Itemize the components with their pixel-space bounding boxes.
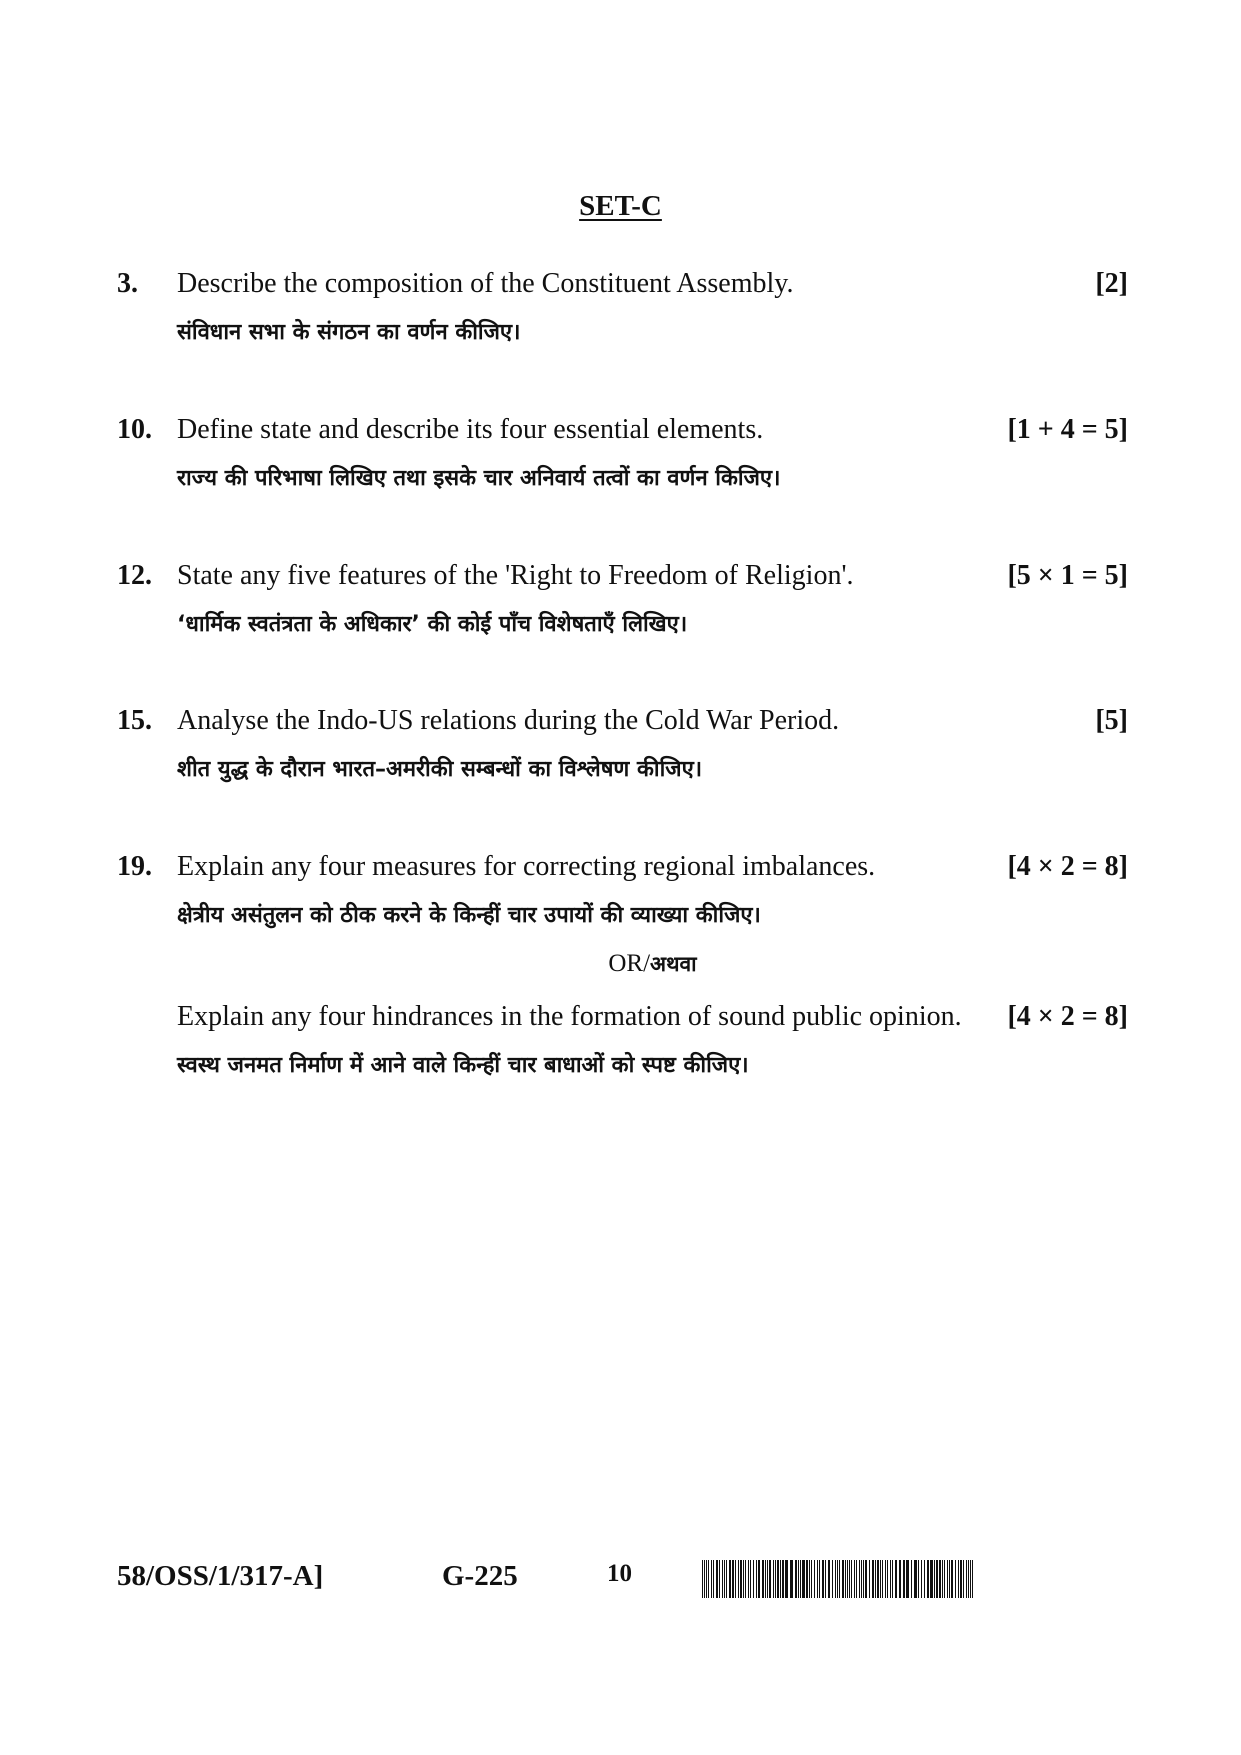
- barcode-icon: [702, 1560, 974, 1598]
- question-text-english: Explain any four measures for correcting regional imbalances.: [177, 851, 876, 882]
- question-text-english: Describe the composition of the Constituent Assembly.: [177, 268, 794, 299]
- question-12: [117, 556, 1128, 642]
- page-number: 10: [607, 1560, 632, 1587]
- question-text-english: State any five features of the 'Right to Freedom of Religion'.: [177, 560, 854, 591]
- question-line: [117, 556, 1128, 596]
- question-number: 3.: [117, 268, 138, 299]
- question-number: 12.: [117, 560, 152, 591]
- question-19: [117, 847, 1128, 1083]
- question-line: [117, 847, 1128, 887]
- question-line: [117, 264, 1128, 304]
- alternative-question-marks: [4 × 2 = 8]: [1007, 1001, 1128, 1032]
- question-text-hindi: ‘धार्मिक स्वतंत्रता के अधिकार’ की कोई पाँच विशेषताएँ लिखिए।: [177, 612, 688, 637]
- or-hindi: अथवा: [650, 952, 697, 976]
- question-line: [117, 701, 1128, 741]
- question-text-english: Define state and describe its four essential elements.: [177, 414, 764, 445]
- set-title: SET-C: [579, 190, 662, 222]
- question-text-hindi: राज्य की परिभाषा लिखिए तथा इसके चार अनिवार्य तत्वों का वर्णन किजिए।: [177, 466, 781, 491]
- alternative-question-text-english: Explain any four hindrances in the formation of sound public opinion.: [177, 1001, 962, 1032]
- question-text-english: Analyse the Indo-US relations during the Cold War Period.: [177, 705, 840, 736]
- question-marks: [5 × 1 = 5]: [1007, 560, 1128, 591]
- question-line: [117, 410, 1128, 450]
- paper-series: G-225: [442, 1560, 518, 1592]
- question-text-hindi: संविधान सभा के संगठन का वर्णन कीजिए।: [177, 320, 521, 345]
- question-marks: [5]: [1095, 705, 1128, 736]
- question-number: 15.: [117, 705, 152, 736]
- question-marks: [4 × 2 = 8]: [1007, 851, 1128, 882]
- or-separator: [177, 945, 1128, 983]
- or-english: OR/: [608, 950, 651, 977]
- question-3: [117, 264, 1128, 350]
- question-number: 10.: [117, 414, 152, 445]
- question-15: [117, 701, 1128, 787]
- alternative-question-line: [117, 997, 1128, 1037]
- question-text-hindi: शीत युद्ध के दौरान भारत–अमरीकी सम्बन्धों का विश्लेषण कीजिए।: [177, 757, 703, 782]
- alternative-question-text-hindi: स्वस्थ जनमत निर्माण में आने वाले किन्हीं चार बाधाओं को स्पष्ट कीजिए।: [177, 1053, 749, 1078]
- question-10: [117, 410, 1128, 496]
- question-marks: [1 + 4 = 5]: [1007, 414, 1128, 445]
- page-footer: [117, 1552, 1128, 1602]
- paper-code: 58/OSS/1/317-A]: [117, 1560, 324, 1592]
- question-text-hindi: क्षेत्रीय असंतुलन को ठीक करने के किन्हीं चार उपायों की व्याख्या कीजिए।: [177, 903, 761, 928]
- question-number: 19.: [117, 851, 152, 882]
- question-marks: [2]: [1095, 268, 1128, 299]
